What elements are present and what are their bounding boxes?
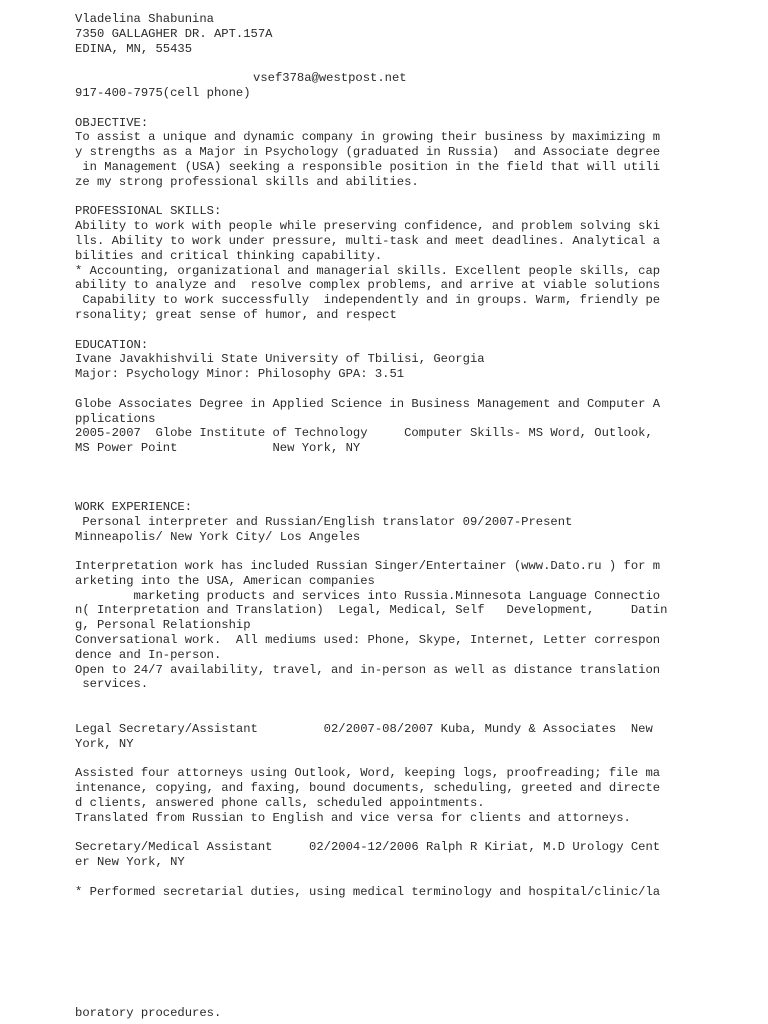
job-description-line: arketing into the USA, American companies bbox=[75, 573, 375, 588]
job-description-tail: boratory procedures. bbox=[75, 1006, 222, 1020]
education-line: MS Power Point New York, NY bbox=[75, 441, 361, 456]
job-location-line: York, NY bbox=[75, 736, 134, 751]
job-description-line: g, Personal Relationship bbox=[75, 618, 251, 633]
objective-heading: OBJECTIVE: bbox=[75, 115, 149, 130]
job-title-line: Legal Secretary/Assistant 02/2007-08/2007 Kuba, Mundy & Associates New bbox=[75, 721, 653, 736]
education-line: pplications bbox=[75, 411, 156, 426]
job-description-line: Open to 24/7 availability, travel, and in-person as well as distance translation bbox=[75, 662, 661, 677]
job-description-line: * Performed secretarial duties, using medical terminology and hospital/clinic/la bbox=[75, 884, 661, 899]
objective-line: To assist a unique and dynamic company in growing their business by maximizing m bbox=[75, 130, 661, 145]
objective-line: ze my strong professional skills and abilities. bbox=[75, 174, 419, 189]
job-description-line: n( Interpretation and Translation) Legal, Medical, Self Development, Datin bbox=[75, 603, 668, 618]
job-location-line: er New York, NY bbox=[75, 855, 185, 870]
education-line: Ivane Javakhishvili State University of Tbilisi, Georgia bbox=[75, 352, 485, 367]
skills-line: Ability to work with people while preserving confidence, and problem solving ski bbox=[75, 219, 661, 234]
objective-line: y strengths as a Major in Psychology (graduated in Russia) and Associate degree bbox=[75, 145, 661, 160]
education-line: 2005-2007 Globe Institute of Technology Computer Skills- MS Word, Outlook, bbox=[75, 426, 653, 441]
job-description-line: intenance, copying, and faxing, bound documents, scheduling, greeted and directe bbox=[75, 781, 661, 796]
education-line: Major: Psychology Minor: Philosophy GPA: 3.51 bbox=[75, 367, 405, 382]
skills-line: * Accounting, organizational and managerial skills. Excellent people skills, cap bbox=[75, 263, 661, 278]
job-description-line: Translated from Russian to English and vice versa for clients and attorneys. bbox=[75, 810, 631, 825]
skills-line: rsonality; great sense of humor, and respect bbox=[75, 307, 397, 322]
skills-heading: PROFESSIONAL SKILLS: bbox=[75, 204, 222, 219]
job-description-line: Conversational work. All mediums used: Phone, Skype, Internet, Letter correspon bbox=[75, 633, 661, 648]
phone-number: 917-400-7975(cell phone) bbox=[75, 85, 251, 100]
objective-line: in Management (USA) seeking a responsible position in the field that will utili bbox=[75, 159, 661, 174]
job-description-line: Interpretation work has included Russian Singer/Entertainer (www.Dato.ru ) for m bbox=[75, 559, 661, 574]
job-description-line: services. bbox=[75, 677, 149, 692]
job-description-line: marketing products and services into Russia.Minnesota Language Connectio bbox=[75, 588, 661, 603]
skills-line: Capability to work successfully independently and in groups. Warm, friendly pe bbox=[75, 293, 661, 308]
address-line-1: 7350 GALLAGHER DR. APT.157A bbox=[75, 26, 273, 41]
skills-line: lls. Ability to work under pressure, multi-task and meet deadlines. Analytical a bbox=[75, 233, 661, 248]
job-title-line: Secretary/Medical Assistant 02/2004-12/2006 Ralph R Kiriat, M.D Urology Cent bbox=[75, 840, 661, 855]
address-line-2: EDINA, MN, 55435 bbox=[75, 41, 193, 56]
education-line: Globe Associates Degree in Applied Science in Business Management and Computer A bbox=[75, 396, 661, 411]
education-heading: EDUCATION: bbox=[75, 337, 149, 352]
job-description-line: dence and In-person. bbox=[75, 647, 222, 662]
resume-document bbox=[75, 12, 675, 899]
job-title-line: Personal interpreter and Russian/English translator 09/2007-Present bbox=[75, 514, 573, 529]
email-address: vsef378a@westpost.net bbox=[253, 71, 407, 86]
applicant-name: Vladelina Shabunina bbox=[75, 12, 214, 26]
job-description-line: Assisted four attorneys using Outlook, Word, keeping logs, proofreading; file ma bbox=[75, 766, 661, 781]
job-description-line: d clients, answered phone calls, scheduled appointments. bbox=[75, 795, 485, 810]
skills-line: bilities and critical thinking capability. bbox=[75, 248, 383, 263]
skills-line: ability to analyze and resolve complex problems, and arrive at viable solutions bbox=[75, 278, 661, 293]
work-heading: WORK EXPERIENCE: bbox=[75, 499, 193, 514]
job-location-line: Minneapolis/ New York City/ Los Angeles bbox=[75, 529, 361, 544]
